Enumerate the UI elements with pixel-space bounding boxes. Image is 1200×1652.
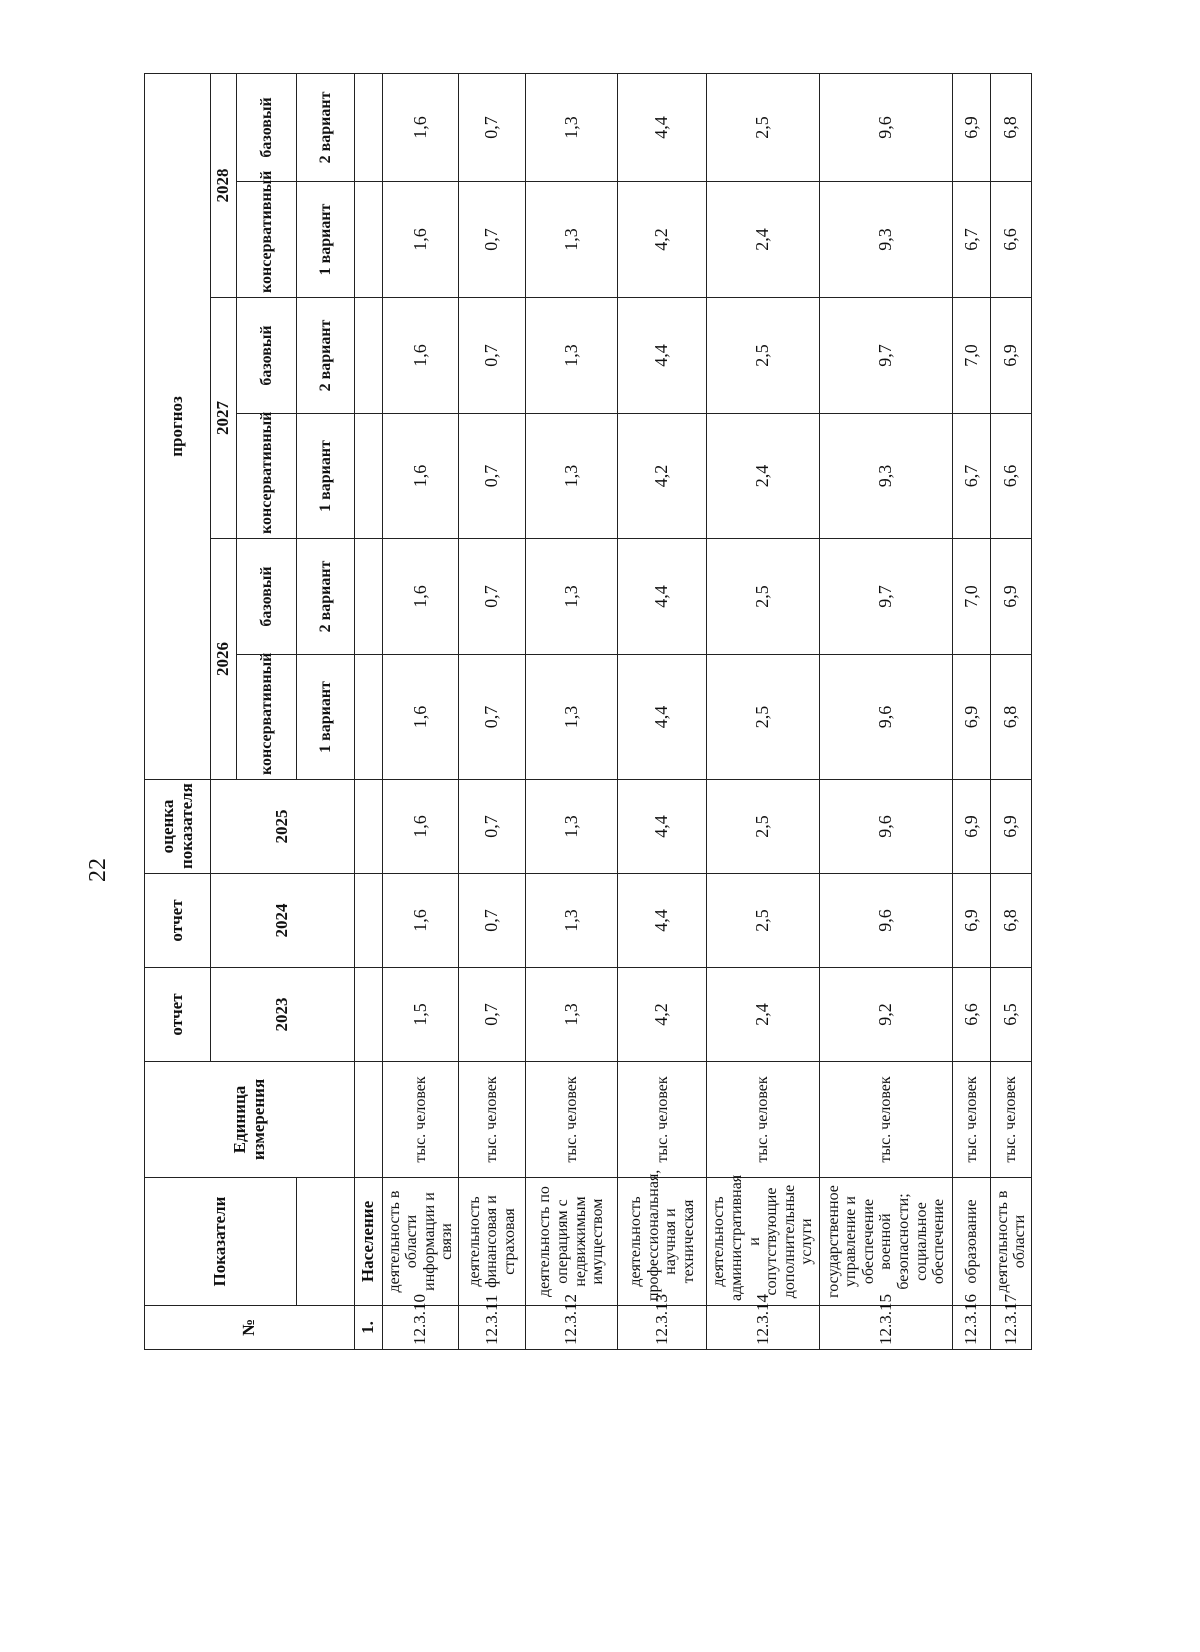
header-base-2028: базовый [237, 73, 297, 181]
cell-2023: 4,2 [618, 968, 707, 1062]
header-variant1-2027: 1 вариант [297, 414, 355, 539]
cell-2026-v1: 6,8 [991, 655, 1032, 780]
row-unit: тыс. человек [618, 1062, 707, 1178]
row-indicator: деятельность по операциям с недвижимым имуществом [525, 1178, 618, 1306]
header-estimate: оценка показателя [145, 780, 211, 874]
table-row [953, 73, 991, 1349]
cell-2026-v2: 9,7 [820, 539, 953, 655]
forecast-table [144, 73, 1032, 1350]
cell-2027-v1: 1,6 [383, 414, 459, 539]
header-conservative-2027: консервативный [237, 414, 297, 539]
cell-2024: 1,6 [383, 874, 459, 968]
table-row [525, 73, 618, 1349]
row-number: 12.3.12 [525, 1306, 618, 1350]
cell-2027-v1: 9,3 [820, 414, 953, 539]
cell-2028-v1: 1,3 [525, 182, 618, 298]
cell-2025: 2,5 [707, 780, 820, 874]
header-variant2-2027: 2 вариант [297, 298, 355, 414]
row-indicator: образование [953, 1178, 991, 1306]
cell-2026-v2: 4,4 [618, 539, 707, 655]
cell-2023: 0,7 [459, 968, 526, 1062]
cell-2024: 9,6 [820, 874, 953, 968]
cell-2028-v1: 1,6 [383, 182, 459, 298]
cell-2026-v1: 9,6 [820, 655, 953, 780]
row-unit: тыс. человек [525, 1062, 618, 1178]
row-number: 12.3.13 [618, 1306, 707, 1350]
cell-2026-v2: 0,7 [459, 539, 526, 655]
cell-2026-v2: 7,0 [953, 539, 991, 655]
cell-2027-v1: 6,6 [991, 414, 1032, 539]
cell-2028-v2: 4,4 [618, 73, 707, 181]
section-number: 1. [355, 1306, 383, 1350]
page-number: 22 [85, 858, 111, 882]
cell-2026-v2: 6,9 [991, 539, 1032, 655]
cell-2028-v2: 6,9 [953, 73, 991, 181]
header-variant2-2028: 2 вариант [297, 73, 355, 181]
cell-2027-v1: 6,7 [953, 414, 991, 539]
cell-2027-v2: 1,6 [383, 298, 459, 414]
row-indicator: государственное управление и обеспечение военной безопасности; социальное обеспечение [820, 1178, 953, 1306]
header-unit: Единица измерения [145, 1062, 355, 1178]
table-row [383, 73, 459, 1349]
cell-2025: 1,3 [525, 780, 618, 874]
cell-2024: 2,5 [707, 874, 820, 968]
header-base-2027: базовый [237, 298, 297, 414]
cell-2028-v2: 0,7 [459, 73, 526, 181]
table-row [618, 73, 707, 1349]
header-forecast: прогноз [145, 73, 211, 779]
cell-2026-v1: 2,5 [707, 655, 820, 780]
cell-2028-v1: 6,7 [953, 182, 991, 298]
header-year-2026: 2026 [211, 539, 237, 780]
cell-2027-v2: 7,0 [953, 298, 991, 414]
header-variant1-2028: 1 вариант [297, 182, 355, 298]
cell-2026-v1: 4,4 [618, 655, 707, 780]
cell-2028-v1: 2,4 [707, 182, 820, 298]
row-indicator: деятельность профессиональная, научная и техническая [618, 1178, 707, 1306]
cell-2024: 6,8 [991, 874, 1032, 968]
cell-2027-v2: 2,5 [707, 298, 820, 414]
row-unit: тыс. человек [820, 1062, 953, 1178]
header-number: № [145, 1306, 355, 1350]
cell-2023: 6,5 [991, 968, 1032, 1062]
cell-2023: 6,6 [953, 968, 991, 1062]
header-year-2027: 2027 [211, 298, 237, 539]
row-number: 12.3.11 [459, 1306, 526, 1350]
row-unit: тыс. человек [707, 1062, 820, 1178]
cell-2028-v2: 1,3 [525, 73, 618, 181]
header-year-2025: 2025 [211, 780, 355, 874]
cell-2026-v2: 2,5 [707, 539, 820, 655]
cell-2028-v2: 9,6 [820, 73, 953, 181]
row-unit: тыс. человек [459, 1062, 526, 1178]
row-number: 12.3.10 [383, 1306, 459, 1350]
row-indicator: деятельность в области информации и связи [383, 1178, 459, 1306]
header-conservative-2026: консервативный [237, 655, 297, 780]
cell-2024: 6,9 [953, 874, 991, 968]
header-indicator-spacer [297, 1178, 355, 1306]
cell-2027-v2: 4,4 [618, 298, 707, 414]
header-indicator: Показатели [145, 1178, 297, 1306]
cell-2024: 4,4 [618, 874, 707, 968]
cell-2025: 4,4 [618, 780, 707, 874]
header-year-2023: 2023 [211, 968, 355, 1062]
header-variant2-2026: 2 вариант [297, 539, 355, 655]
row-number: 12.3.17 [991, 1306, 1032, 1350]
row-unit: тыс. человек [383, 1062, 459, 1178]
header-conservative-2028: консервативный [237, 182, 297, 298]
table-row [707, 73, 820, 1349]
table-row [991, 73, 1032, 1349]
cell-2025: 9,6 [820, 780, 953, 874]
header-variant1-2026: 1 вариант [297, 655, 355, 780]
cell-2028-v2: 2,5 [707, 73, 820, 181]
row-number: 12.3.14 [707, 1306, 820, 1350]
cell-2027-v1: 4,2 [618, 414, 707, 539]
cell-2027-v2: 6,9 [991, 298, 1032, 414]
header-report-2024: отчет [145, 874, 211, 968]
cell-2028-v1: 0,7 [459, 182, 526, 298]
header-base-2026: базовый [237, 539, 297, 655]
cell-2024: 1,3 [525, 874, 618, 968]
cell-2026-v2: 1,3 [525, 539, 618, 655]
header-year-2028: 2028 [211, 73, 237, 297]
row-number: 12.3.15 [820, 1306, 953, 1350]
cell-2026-v1: 1,3 [525, 655, 618, 780]
row-indicator: деятельность финансовая и страховая [459, 1178, 526, 1306]
cell-2025: 1,6 [383, 780, 459, 874]
cell-2028-v1: 6,6 [991, 182, 1032, 298]
cell-2025: 0,7 [459, 780, 526, 874]
cell-2025: 6,9 [953, 780, 991, 874]
cell-2023: 9,2 [820, 968, 953, 1062]
cell-2026-v1: 0,7 [459, 655, 526, 780]
cell-2026-v1: 1,6 [383, 655, 459, 780]
cell-2027-v1: 1,3 [525, 414, 618, 539]
cell-2027-v1: 0,7 [459, 414, 526, 539]
cell-2028-v1: 4,2 [618, 182, 707, 298]
cell-2027-v1: 2,4 [707, 414, 820, 539]
cell-2026-v2: 1,6 [383, 539, 459, 655]
row-indicator: деятельность в области [991, 1178, 1032, 1306]
row-number: 12.3.16 [953, 1306, 991, 1350]
table-row [820, 73, 953, 1349]
row-unit: тыс. человек [953, 1062, 991, 1178]
row-indicator: деятельность административная и сопутствующие дополнительные услуги [707, 1178, 820, 1306]
cell-2027-v2: 0,7 [459, 298, 526, 414]
table-row [459, 73, 526, 1349]
section-title: Население [355, 1178, 383, 1306]
table-rotated-container [144, 91, 1032, 1350]
cell-2028-v1: 9,3 [820, 182, 953, 298]
row-unit: тыс. человек [991, 1062, 1032, 1178]
cell-2028-v2: 1,6 [383, 73, 459, 181]
header-year-2024: 2024 [211, 874, 355, 968]
header-report-2023: отчет [145, 968, 211, 1062]
section-row [355, 73, 383, 1349]
cell-2023: 1,3 [525, 968, 618, 1062]
cell-2027-v2: 1,3 [525, 298, 618, 414]
cell-2026-v1: 6,9 [953, 655, 991, 780]
cell-2023: 2,4 [707, 968, 820, 1062]
cell-2023: 1,5 [383, 968, 459, 1062]
cell-2025: 6,9 [991, 780, 1032, 874]
cell-2027-v2: 9,7 [820, 298, 953, 414]
cell-2028-v2: 6,8 [991, 73, 1032, 181]
cell-2024: 0,7 [459, 874, 526, 968]
